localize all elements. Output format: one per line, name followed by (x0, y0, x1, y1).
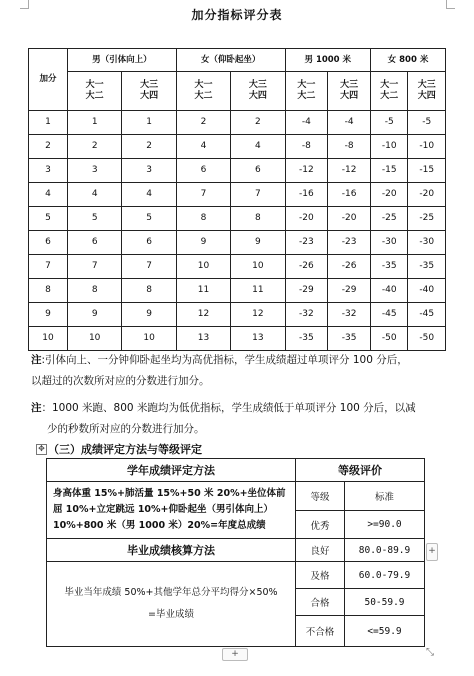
year-label: 大四 (417, 91, 436, 101)
bonus-points-cell: 6 (29, 231, 68, 255)
score-cell: 6 (68, 231, 122, 255)
score-cell: -40 (408, 279, 446, 303)
method-header: 学年成绩评定方法 (47, 459, 296, 482)
grade-standard: 80.0-89.9 (345, 539, 425, 562)
score-cell: 11 (231, 279, 285, 303)
score-cell: -32 (328, 303, 371, 327)
score-cell: 8 (68, 279, 122, 303)
bonus-points-cell: 5 (29, 207, 68, 231)
table-row (29, 135, 446, 159)
evaluation-table (46, 458, 425, 647)
score-cell: 4 (176, 135, 230, 159)
score-cell: 12 (176, 303, 230, 327)
score-cell: -12 (285, 159, 328, 183)
year-subheader (371, 72, 408, 111)
table-row (29, 255, 446, 279)
score-cell: -20 (408, 183, 446, 207)
year-subheader (285, 72, 328, 111)
score-cell: 5 (68, 207, 122, 231)
note-low-indicator (31, 398, 449, 440)
score-cell: -4 (285, 111, 328, 135)
year-label: 大四 (140, 91, 159, 101)
score-cell: 1 (122, 111, 176, 135)
score-cell: -15 (371, 159, 408, 183)
year-label: 大四 (248, 91, 267, 101)
method-text: 身高体重 15%+肺活量 15%+50 米 20%+坐位体前屈 10%+立定跳远 10%+仰卧起坐（男引体向上）10%+800 米（男 1000 米）20%=年度总成绩 (47, 482, 296, 539)
table-row (29, 159, 446, 183)
score-cell: 7 (176, 183, 230, 207)
year-label: 大三 (248, 80, 267, 90)
score-cell: -30 (371, 231, 408, 255)
score-cell: 4 (68, 183, 122, 207)
group-header: 男 1000 米 (285, 49, 371, 72)
bonus-points-cell: 4 (29, 183, 68, 207)
score-cell: 7 (122, 255, 176, 279)
bonus-points-cell: 1 (29, 111, 68, 135)
score-cell: -35 (408, 255, 446, 279)
group-header: 男（引体向上） (68, 49, 177, 72)
graduation-formula-line: =毕业成绩 (148, 609, 194, 620)
score-cell: -10 (371, 135, 408, 159)
grade-level: 良好 (296, 539, 345, 562)
score-cell: 5 (122, 207, 176, 231)
year-label: 大四 (340, 91, 359, 101)
year-subheader (176, 72, 230, 111)
corner-header: 加分 (29, 49, 68, 111)
score-cell: -15 (408, 159, 446, 183)
year-subheader (328, 72, 371, 111)
table-move-handle-icon[interactable]: ✥ (36, 444, 47, 455)
year-label: 大二 (194, 91, 213, 101)
year-subheader (122, 72, 176, 111)
score-cell: 2 (122, 135, 176, 159)
score-cell: 6 (122, 231, 176, 255)
bonus-points-cell: 2 (29, 135, 68, 159)
score-cell: 8 (231, 207, 285, 231)
score-cell: -8 (285, 135, 328, 159)
year-label: 大二 (85, 91, 104, 101)
subheader-row (29, 72, 446, 111)
year-label: 大三 (140, 80, 159, 90)
level-header: 等级 (296, 482, 345, 511)
grade-standard: 50-59.9 (345, 589, 425, 616)
table-row (29, 327, 446, 351)
score-cell: 10 (231, 255, 285, 279)
year-subheader (231, 72, 285, 111)
score-cell: -35 (328, 327, 371, 351)
note-label: 注 (31, 354, 42, 366)
grade-level: 合格 (296, 589, 345, 616)
year-subheader (408, 72, 446, 111)
grade-header: 等级评价 (296, 459, 425, 482)
table-resize-icon[interactable]: ⤡ (426, 647, 434, 658)
note-text: 以超过的次数所对应的分数进行加分。 (31, 375, 210, 387)
score-cell: 7 (68, 255, 122, 279)
year-label: 大三 (340, 80, 359, 90)
score-cell: -16 (285, 183, 328, 207)
score-cell: -26 (285, 255, 328, 279)
score-cell: 8 (122, 279, 176, 303)
grade-level: 不合格 (296, 616, 345, 647)
score-cell: 12 (231, 303, 285, 327)
bonus-points-cell: 7 (29, 255, 68, 279)
graduation-header: 毕业成绩核算方法 (47, 539, 296, 562)
group-header: 女（仰卧起坐） (176, 49, 285, 72)
table-row (29, 111, 446, 135)
table-row (29, 303, 446, 327)
bonus-points-cell: 8 (29, 279, 68, 303)
score-cell: 3 (68, 159, 122, 183)
score-cell: 1 (68, 111, 122, 135)
score-cell: 8 (176, 207, 230, 231)
note-label: 注 (31, 402, 42, 414)
page-title: 加分指标评分表 (191, 8, 283, 22)
grade-level: 及格 (296, 562, 345, 589)
score-cell: -20 (285, 207, 328, 231)
bonus-points-cell: 3 (29, 159, 68, 183)
score-cell: -23 (285, 231, 328, 255)
grade-standard: 60.0-79.9 (345, 562, 425, 589)
score-cell: 4 (231, 135, 285, 159)
score-cell: 10 (122, 327, 176, 351)
score-cell: -4 (328, 111, 371, 135)
year-label: 大二 (297, 91, 316, 101)
score-cell: 9 (176, 231, 230, 255)
grade-standard: >=90.0 (345, 511, 425, 539)
score-cell: 9 (231, 231, 285, 255)
score-cell: 6 (231, 159, 285, 183)
year-label: 大一 (380, 80, 399, 90)
score-cell: -26 (328, 255, 371, 279)
year-label: 大一 (194, 80, 213, 90)
table-row (29, 207, 446, 231)
score-cell: -50 (371, 327, 408, 351)
standard-header: 标准 (345, 482, 425, 511)
note-text: ：1000 米跑、800 米跑均为低优指标，学生成绩低于单项评分 100 分后，以减 (41, 402, 416, 414)
score-cell: -10 (408, 135, 446, 159)
score-cell: 9 (122, 303, 176, 327)
note-text: 少的秒数所对应的分数进行加分。 (47, 423, 205, 435)
score-cell: -50 (408, 327, 446, 351)
score-cell: 11 (176, 279, 230, 303)
score-table (28, 48, 446, 351)
score-cell: -45 (408, 303, 446, 327)
add-row-button[interactable]: + (222, 648, 248, 661)
score-cell: 2 (176, 111, 230, 135)
score-cell: -35 (371, 255, 408, 279)
grade-standard: <=59.9 (345, 616, 425, 647)
score-cell: 6 (176, 159, 230, 183)
bonus-points-cell: 9 (29, 303, 68, 327)
year-label: 大一 (297, 80, 316, 90)
score-cell: -5 (371, 111, 408, 135)
year-subheader (68, 72, 122, 111)
score-cell: -25 (408, 207, 446, 231)
score-cell: -8 (328, 135, 371, 159)
score-cell: -32 (285, 303, 328, 327)
score-cell: -35 (285, 327, 328, 351)
score-cell: -20 (328, 207, 371, 231)
score-cell: 10 (68, 327, 122, 351)
graduation-formula (47, 562, 296, 647)
score-cell: -40 (371, 279, 408, 303)
score-cell: 2 (231, 111, 285, 135)
score-cell: -16 (328, 183, 371, 207)
score-cell: -12 (328, 159, 371, 183)
score-cell: -23 (328, 231, 371, 255)
score-cell: 4 (122, 183, 176, 207)
note-high-indicator (31, 350, 449, 392)
bonus-points-cell: 10 (29, 327, 68, 351)
grade-level: 优秀 (296, 511, 345, 539)
score-cell: -45 (371, 303, 408, 327)
score-cell: 7 (231, 183, 285, 207)
score-cell: 3 (122, 159, 176, 183)
year-label: 大一 (85, 80, 104, 90)
table-row (29, 279, 446, 303)
score-cell: -5 (408, 111, 446, 135)
score-cell: 2 (68, 135, 122, 159)
score-cell: 13 (176, 327, 230, 351)
score-cell: 10 (176, 255, 230, 279)
table-row (29, 183, 446, 207)
add-column-button[interactable]: + (426, 543, 438, 561)
section-heading: （三）成绩评定方法与等级评定 (48, 443, 202, 456)
score-cell: -29 (285, 279, 328, 303)
score-cell: 13 (231, 327, 285, 351)
score-cell: -30 (408, 231, 446, 255)
score-cell: -25 (371, 207, 408, 231)
note-text: :引体向上、一分钟仰卧起坐均为高优指标，学生成绩超过单项评分 100 分后， (41, 354, 408, 366)
score-cell: -29 (328, 279, 371, 303)
year-label: 大二 (380, 91, 399, 101)
score-cell: -20 (371, 183, 408, 207)
graduation-formula-line: 毕业当年成绩 50%+其他学年总分平均得分×50% (64, 587, 278, 598)
group-header: 女 800 米 (371, 49, 446, 72)
score-cell: 9 (68, 303, 122, 327)
table-row (29, 231, 446, 255)
year-label: 大三 (417, 80, 436, 90)
